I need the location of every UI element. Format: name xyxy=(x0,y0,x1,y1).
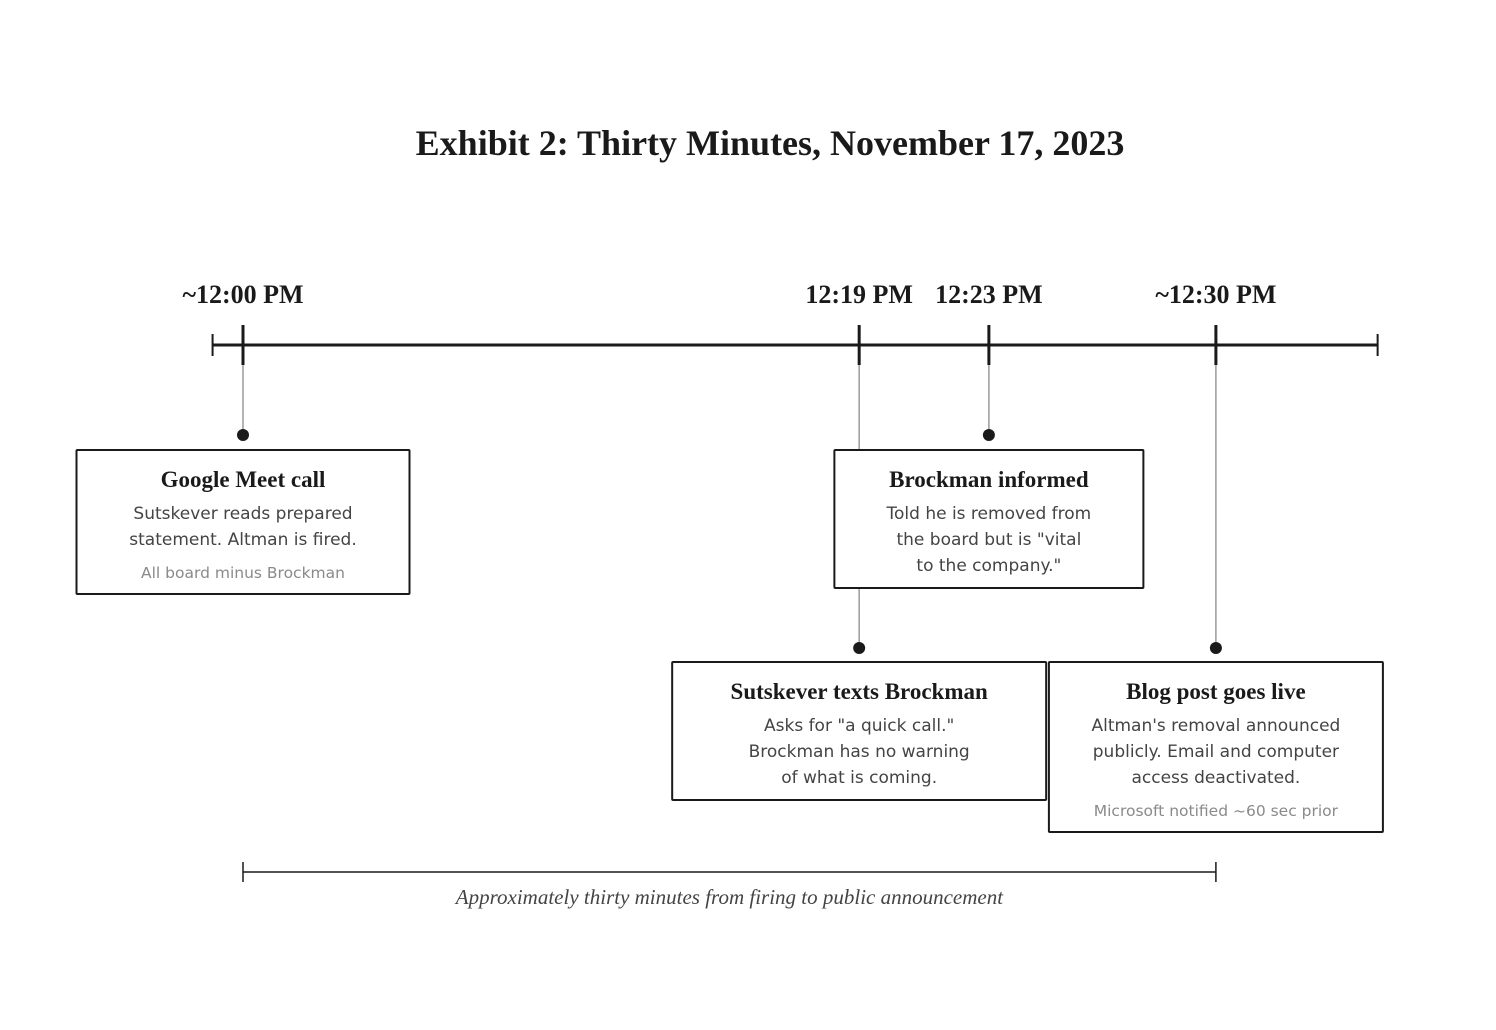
time-label: 12:23 PM xyxy=(935,280,1043,309)
event-cards xyxy=(77,365,1383,832)
event-note: Microsoft notified ~60 sec prior xyxy=(1093,802,1339,820)
duration-span xyxy=(243,862,1216,909)
event-body-line: publicly. Email and computer xyxy=(1092,742,1340,762)
event-body-line: Sutskever reads prepared xyxy=(133,504,353,524)
event-body-line: statement. Altman is fired. xyxy=(129,530,357,550)
event-body-line: access deactivated. xyxy=(1131,768,1301,788)
event-body-line: the board but is "vital xyxy=(896,530,1082,550)
event-card xyxy=(1049,365,1383,832)
event-dot xyxy=(983,429,995,441)
event-dot xyxy=(853,642,865,654)
event-heading: Sutskever texts Brockman xyxy=(730,679,988,704)
event-body-line: Told he is removed from xyxy=(886,504,1092,524)
event-dot xyxy=(1210,642,1222,654)
event-body-line: of what is coming. xyxy=(781,768,938,788)
event-heading: Brockman informed xyxy=(889,467,1089,492)
event-body-line: Altman's removal announced xyxy=(1091,716,1341,736)
span-caption: Approximately thirty minutes from firing to public announcement xyxy=(455,885,1004,909)
time-label: 12:19 PM xyxy=(805,280,913,309)
event-heading: Google Meet call xyxy=(160,467,326,492)
time-label: ~12:00 PM xyxy=(182,280,304,309)
timeline-axis xyxy=(182,280,1377,365)
event-body-line: to the company." xyxy=(916,556,1062,576)
event-body-line: Asks for "a quick call." xyxy=(763,716,955,736)
event-card xyxy=(77,365,410,594)
event-heading: Blog post goes live xyxy=(1126,679,1306,704)
event-body-line: Brockman has no warning xyxy=(748,742,970,762)
time-label: ~12:30 PM xyxy=(1155,280,1277,309)
event-card xyxy=(834,365,1143,588)
diagram-title: Exhibit 2: Thirty Minutes, November 17, 2023 xyxy=(415,123,1125,163)
event-dot xyxy=(237,429,249,441)
event-note: All board minus Brockman xyxy=(141,564,345,582)
